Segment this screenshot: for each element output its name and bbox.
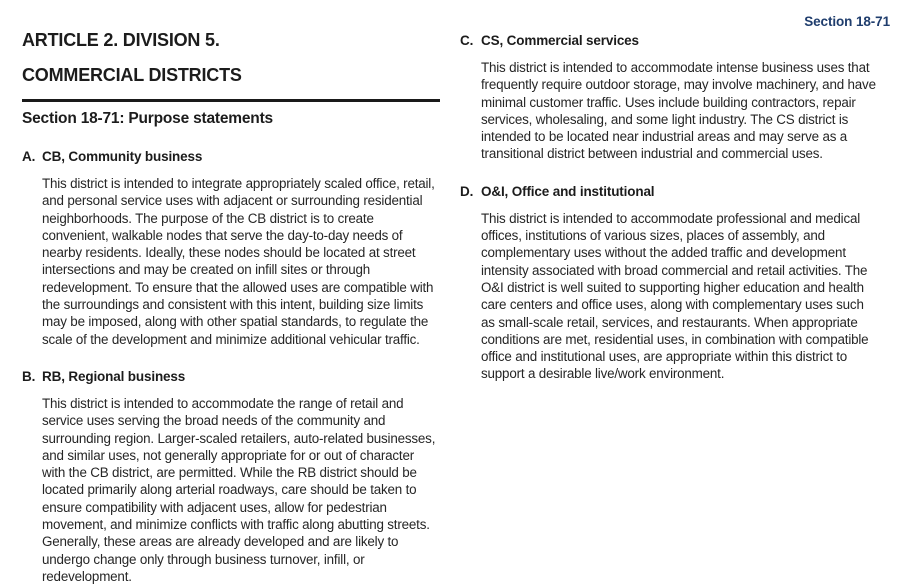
page-header-section-ref: Section 18-71 [804,14,890,29]
subsection-c-heading [460,33,881,49]
subsection-a-body: This district is intended to integrate appropriately scaled office, retail, and personal service uses with adjacent or surrounding residential neighborhoods. The purpose of the CB district is to create convenient, walkable nodes that serve the day-to-day needs of nearby residents. Ideally, these nodes should be located at street intersections and may be created on infill sites or through redevelopment. To ensure that the allowed uses are compatible with the surroundings and consistent with this intent, building size limits may be imposed, along with other spatial standards, to regulate the scale of the development and minimize additional vehicular traffic. [42,176,435,347]
right-column [460,33,881,383]
subsection-c-letter: C. [460,33,474,48]
subsection-a [22,149,440,348]
subsection-b-heading [22,369,440,385]
subsection-b [22,369,440,585]
subsection-d-heading [460,184,881,200]
article-title-line-1: ARTICLE 2. DIVISION 5. [22,30,220,50]
section-heading: Section 18-71: Purpose statements [22,110,273,127]
subsection-d-letter: D. [460,183,474,199]
subsection-a-letter: A. [22,149,36,164]
subsection-b-title: RB, Regional business [42,368,186,384]
subsection-d [460,184,881,383]
subsection-b-letter: B. [22,368,36,384]
subsection-d-body: This district is intended to accommodate professional and medical offices, institutions of various sizes, places of assembly, and complementary uses without the added traffic and development intensity associated with broad commercial and retail activities. The O&I district is well suited to supporting higher education and health care centers and office uses, along with complementary uses such as small-scale retail, services, and restaurants. When appropriate conditions are met, residential uses, in combination with compatible office and institutional uses, are appropriate within this district to support a desirable live/work environment. [481,210,869,382]
subsection-c-title: CS, Commercial services [481,33,639,48]
subsection-a-heading [22,149,440,165]
subsection-c [460,33,881,163]
article-title-line-2: COMMERCIAL DISTRICTS [22,65,242,85]
subsection-d-title: O&I, Office and institutional [481,183,655,199]
subsection-a-title: CB, Community business [42,149,203,164]
title-divider-rule [22,99,440,102]
subsection-b-body: This district is intended to accommodate the range of retail and service uses serving the broad needs of the community and surrounding region. Larger-scaled retailers, auto-related businesses, and similar uses, not generally appropriate for or out of character with the CB district, are permitted. While the RB district should be located primarily along arterial roadways, care should be taken to ensure compatibility with adjacent uses, allow for pedestrian movement, and minimize conflicts with traffic along abutting streets. Generally, these areas are already developed and are likely to undergo change only through business turnover, infill, or redevelopment. [42,395,436,584]
left-column [22,30,440,585]
subsection-c-body: This district is intended to accommodate intense business uses that frequently require outdoor storage, may involve machinery, and have minimal customer traffic. Uses include building contractors, repair services, wholesaling, and some light industry. The CS district is intended to be located near industrial areas and may serve as a transitional district between industrial and commercial uses. [481,60,876,162]
